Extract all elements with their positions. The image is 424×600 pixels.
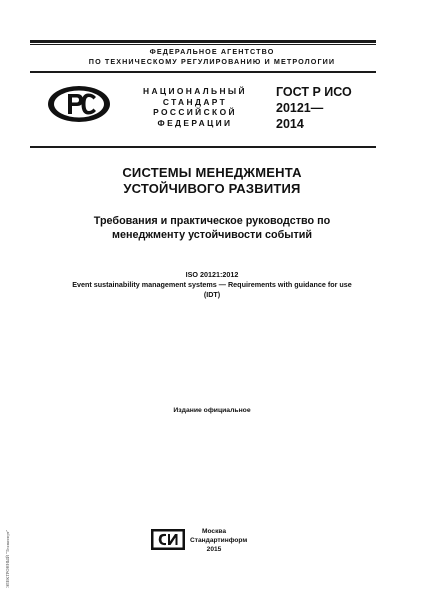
national-standard-line-4: ФЕДЕРАЦИИ <box>157 117 233 128</box>
agency-line-2: ПО ТЕХНИЧЕСКОМУ РЕГУЛИРОВАНИЮ И МЕТРОЛОГИИ <box>88 57 336 66</box>
top-rule-thick <box>30 40 376 43</box>
title-line-2: УСТОЙЧИВОГО РАЗВИТИЯ <box>123 180 301 196</box>
national-standard-line-3: РОССИЙСКОЙ <box>153 107 237 118</box>
iso-reference <box>20 270 404 300</box>
national-standard-label <box>140 86 250 128</box>
document-subtitle <box>30 215 394 242</box>
agency-header <box>30 47 394 67</box>
national-standard-line-1: НАЦИОНАЛЬНЫЙ <box>143 86 247 96</box>
document-title <box>30 165 394 196</box>
subtitle-line-1: Требования и практическое руководство по <box>93 215 331 227</box>
designation-line-3: 2014 <box>276 117 304 131</box>
side-stamp-text: ЭЛЕКТРОННЫЙ "Техэксперт" <box>5 529 10 588</box>
agency-rule <box>30 71 376 73</box>
publisher-city: Москва <box>201 528 227 535</box>
iso-number: ISO 20121:2012 <box>185 270 239 279</box>
national-standard-line-2: СТАНДАРТ <box>162 96 228 107</box>
side-stamp <box>2 509 12 589</box>
standard-designation <box>276 84 396 132</box>
top-rule-thin <box>30 44 376 45</box>
rst-logo-icon <box>46 84 112 124</box>
designation-line-2: 20121— <box>276 101 324 115</box>
title-line-1: СИСТЕМЫ МЕНЕДЖМЕНТА <box>122 165 302 180</box>
designation-line-1: ГОСТ Р ИСО <box>276 85 352 99</box>
subtitle-line-2: менеджменту устойчивости событий <box>111 228 313 241</box>
iso-english-title: Event sustainability management systems — Requirements with guidance for use <box>72 280 352 289</box>
publisher-block <box>190 527 248 554</box>
edition-label: Издание официальное <box>173 407 251 414</box>
publisher-name: Стандартинформ <box>190 537 248 544</box>
header-rule <box>30 146 376 148</box>
publisher-year: 2015 <box>206 546 222 553</box>
iso-degree: (IDT) <box>203 290 221 299</box>
standartinform-logo-icon <box>150 528 186 551</box>
agency-line-1: ФЕДЕРАЛЬНОЕ АГЕНТСТВО <box>149 47 275 56</box>
